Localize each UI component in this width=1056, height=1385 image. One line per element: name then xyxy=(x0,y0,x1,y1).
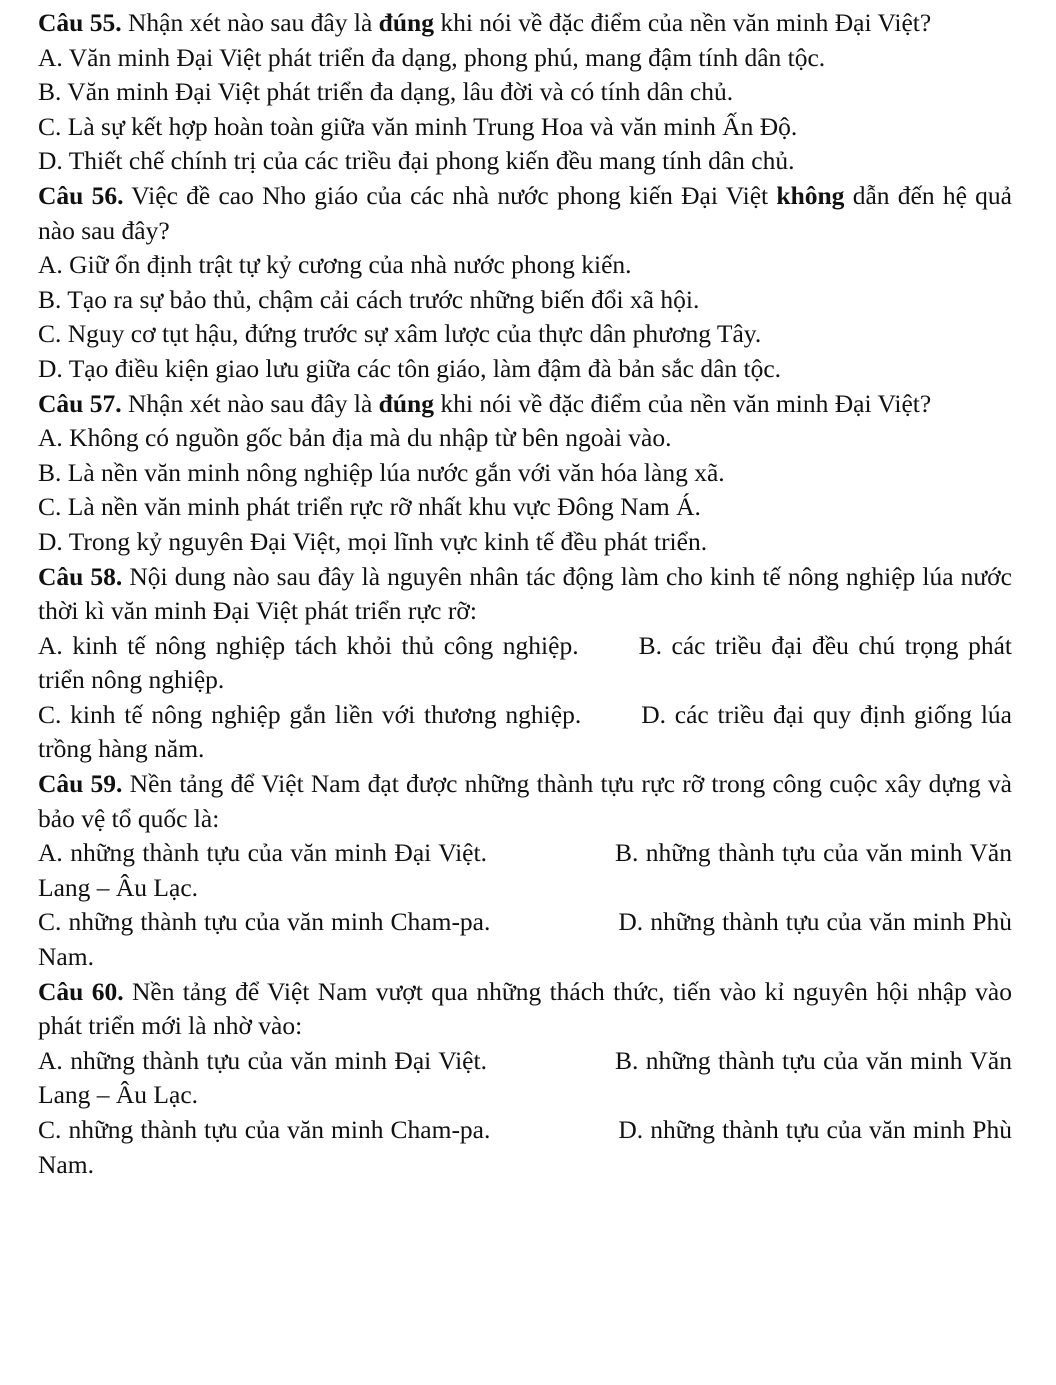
option-pair-cd xyxy=(38,905,1012,974)
option-b: B. những thành tựu của văn minh Văn Lang – Âu Lạc. xyxy=(38,838,1012,902)
question-stem: Câu 59. Nền tảng để Việt Nam đạt được những thành tựu rực rỡ trong công cuộc xây dựng và bảo vệ tổ quốc là: xyxy=(38,769,1012,833)
option-a: A. Giữ ổn định trật tự kỷ cương của nhà nước phong kiến. xyxy=(38,250,632,280)
question-stem: Câu 55. Nhận xét nào sau đây là đúng khi nói về đặc điểm của nền văn minh Đại Việt? xyxy=(38,8,932,37)
option-b: B. các triều đại đều chú trọng phát triển nông nghiệp. xyxy=(38,630,1013,695)
question-number: Câu 56. xyxy=(38,180,124,210)
option-a: A. kinh tế nông nghiệp tách khỏi thủ công nghiệp. xyxy=(38,630,579,660)
option-d: D. Thiết chế chính trị của các triều đại phong kiến đều mang tính dân chủ. xyxy=(38,146,795,176)
option-d: D. những thành tựu của văn minh Phù Nam. xyxy=(38,1115,1012,1179)
keyword-bold: không xyxy=(776,180,845,210)
option-b: B. Tạo ra sự bảo thủ, chậm cải cách trước những biến đổi xã hội. xyxy=(38,284,700,314)
question-stem: Câu 57. Nhận xét nào sau đây là đúng khi nói về đặc điểm của nền văn minh Đại Việt? xyxy=(38,388,932,418)
option-d: D. Trong kỷ nguyên Đại Việt, mọi lĩnh vực kinh tế đều phát triển. xyxy=(38,526,708,556)
question-number: Câu 60. xyxy=(38,976,124,1006)
question-stem: Câu 60. Nền tảng để Việt Nam vượt qua những thách thức, tiến vào kỉ nguyên hội nhập vào phát triển mới là nhờ vào: xyxy=(38,976,1012,1041)
question-number: Câu 59. xyxy=(38,769,123,799)
question-56 xyxy=(38,179,1012,387)
option-c: C. Nguy cơ tụt hậu, đứng trước sự xâm lược của thực dân phương Tây. xyxy=(38,319,762,349)
question-57 xyxy=(38,387,1012,560)
option-pair-ab xyxy=(38,836,1012,905)
question-number: Câu 58. xyxy=(38,561,123,591)
option-c: C. Là nền văn minh phát triển rực rỡ nhất khu vực Đông Nam Á. xyxy=(38,492,701,522)
option-pair-cd xyxy=(38,1113,1012,1182)
question-60 xyxy=(38,975,1012,1183)
option-c: C. những thành tựu của văn minh Cham-pa. xyxy=(38,907,491,937)
option-d: D. các triều đại quy định giống lúa trồng hàng năm. xyxy=(38,699,1012,764)
option-a: A. những thành tựu của văn minh Đại Việt. xyxy=(38,838,487,868)
option-b: B. những thành tựu của văn minh Văn Lang – Âu Lạc. xyxy=(38,1045,1012,1110)
option-pair-cd xyxy=(38,698,1012,767)
option-pair-ab xyxy=(38,629,1012,698)
question-number: Câu 55. xyxy=(38,8,122,37)
question-59 xyxy=(38,767,1012,975)
option-b: B. Văn minh Đại Việt phát triển đa dạng, lâu đời và có tính dân chủ. xyxy=(38,77,734,107)
option-d: D. Tạo điều kiện giao lưu giữa các tôn giáo, làm đậm đà bản sắc dân tộc. xyxy=(38,353,782,383)
keyword-bold: đúng xyxy=(378,388,434,418)
option-pair-ab xyxy=(38,1044,1012,1113)
question-58 xyxy=(38,560,1012,768)
option-a: A. Văn minh Đại Việt phát triển đa dạng, phong phú, mang đậm tính dân tộc. xyxy=(38,42,826,72)
option-a: A. những thành tựu của văn minh Đại Việt. xyxy=(38,1045,487,1075)
option-c: C. kinh tế nông nghiệp gắn liền với thương nghiệp. xyxy=(38,699,582,729)
option-a: A. Không có nguồn gốc bản địa mà du nhập từ bên ngoài vào. xyxy=(38,423,672,453)
question-number: Câu 57. xyxy=(38,388,122,418)
question-stem: Câu 58. Nội dung nào sau đây là nguyên nhân tác động làm cho kinh tế nông nghiệp lúa nước thời kì văn minh Đại Việt phát triển rực rỡ: xyxy=(38,561,1012,626)
question-55 xyxy=(38,6,1012,179)
option-b: B. Là nền văn minh nông nghiệp lúa nước gắn với văn hóa làng xã. xyxy=(38,457,725,487)
keyword-bold: đúng xyxy=(378,8,434,37)
option-c: C. Là sự kết hợp hoàn toàn giữa văn minh Trung Hoa và văn minh Ấn Độ. xyxy=(38,111,798,141)
question-stem: Câu 56. Việc đề cao Nho giáo của các nhà nước phong kiến Đại Việt không dẫn đến hệ quả nào sau đây? xyxy=(38,180,1012,245)
option-c: C. những thành tựu của văn minh Cham-pa. xyxy=(38,1115,491,1144)
option-d: D. những thành tựu của văn minh Phù Nam. xyxy=(38,907,1012,972)
